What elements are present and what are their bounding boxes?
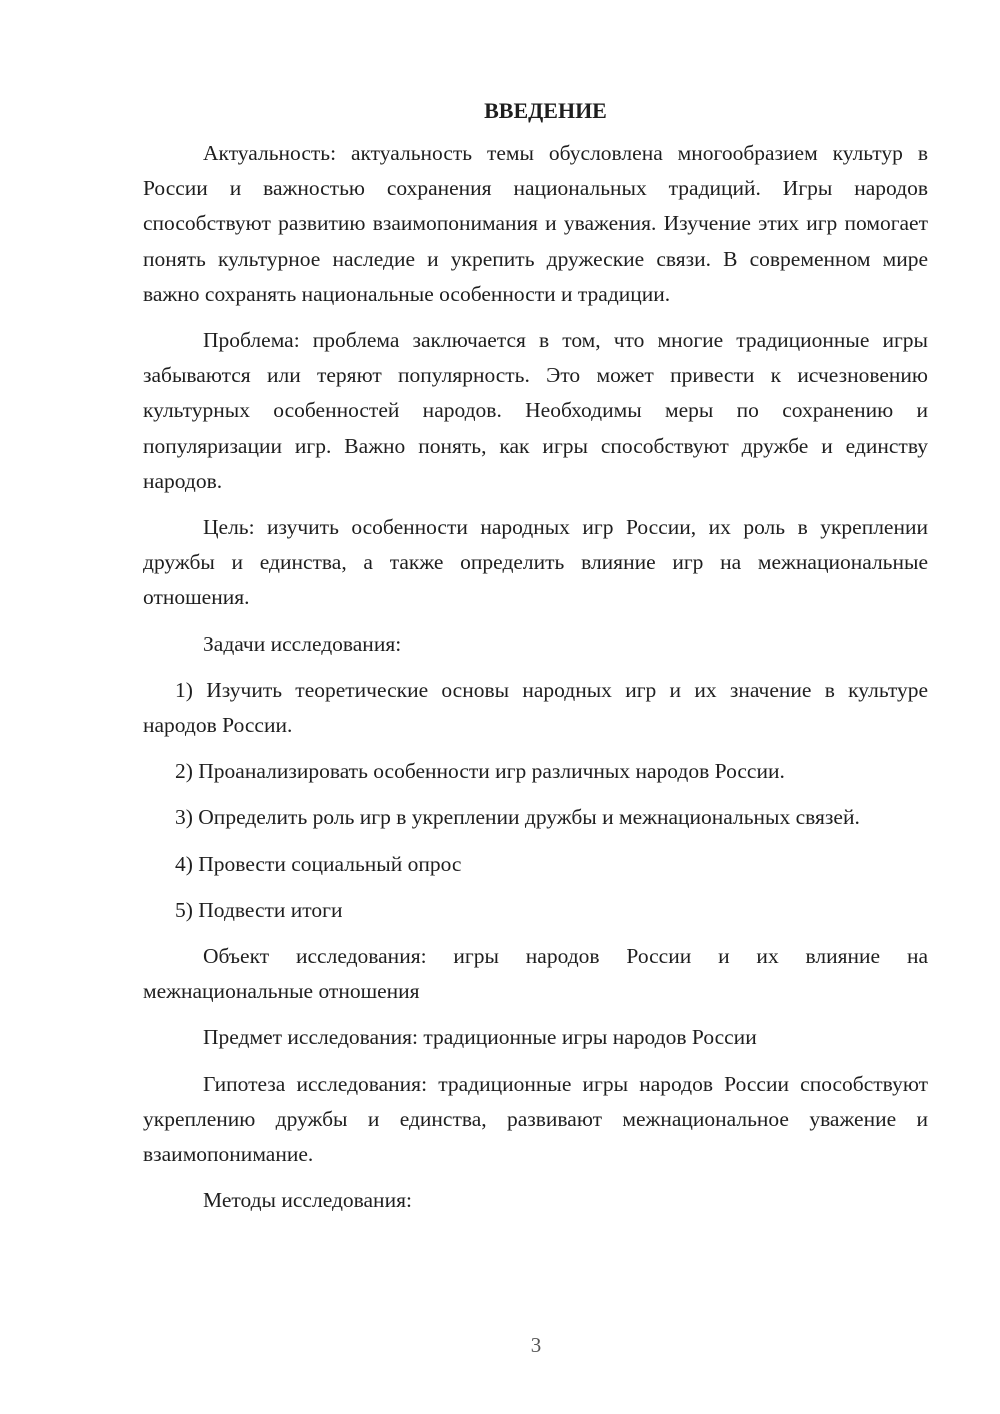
problem-paragraph: Проблема: проблема заключается в том, что многие традиционные игры забываются или теряют популярность. Это может привести к исчезновению культурных особенностей народов. Необходимы меры по сохранению и популяризации игр. Важно понять, как игры способствуют дружбе и единству народов. (143, 328, 928, 493)
task-item: 3) Определить роль игр в укреплении дружбы и межнациональных связей. (175, 805, 860, 830)
document-page (143, 93, 928, 1229)
goal-paragraph: Цель: изучить особенности народных игр России, их роль в укреплении дружбы и единства, а также определить влияние игр на межнациональные отношения. (143, 515, 928, 610)
task-item: 2) Проанализировать особенности игр различных народов России. (175, 759, 785, 784)
task-item: 1) Изучить теоретические основы народных игр и их значение в культуре народов России. (143, 677, 928, 738)
methods-heading: Методы исследования: (203, 1188, 412, 1213)
page-number: 3 (530, 1333, 542, 1357)
subject-paragraph: Предмет исследования: традиционные игры народов России (203, 1025, 757, 1050)
task-item: 5) Подвести итоги (175, 897, 343, 922)
page-title: ВВЕДЕНИЕ (484, 98, 607, 123)
tasks-list (143, 673, 928, 928)
object-paragraph: Объект исследования: игры народов России и их влияние на межнациональные отношения (143, 944, 928, 1004)
tasks-heading: Задачи исследования: (203, 631, 402, 656)
relevance-paragraph: Актуальность: актуальность темы обусловлена многообразием культур в России и важностью сохранения национальных традиций. Игры народов способствуют развитию взаимопонимания и уважения. Изучение этих игр помогает понять культурное наследие и укрепить дружеские связи. В современном мире важно сохранять национальные особенности и традиции. (143, 141, 928, 306)
hypothesis-paragraph: Гипотеза исследования: традиционные игры народов России способствуют укреплению дружбы и единства, развивают межнациональное уважение и взаимопонимание. (143, 1071, 928, 1167)
task-item: 4) Провести социальный опрос (175, 851, 462, 876)
